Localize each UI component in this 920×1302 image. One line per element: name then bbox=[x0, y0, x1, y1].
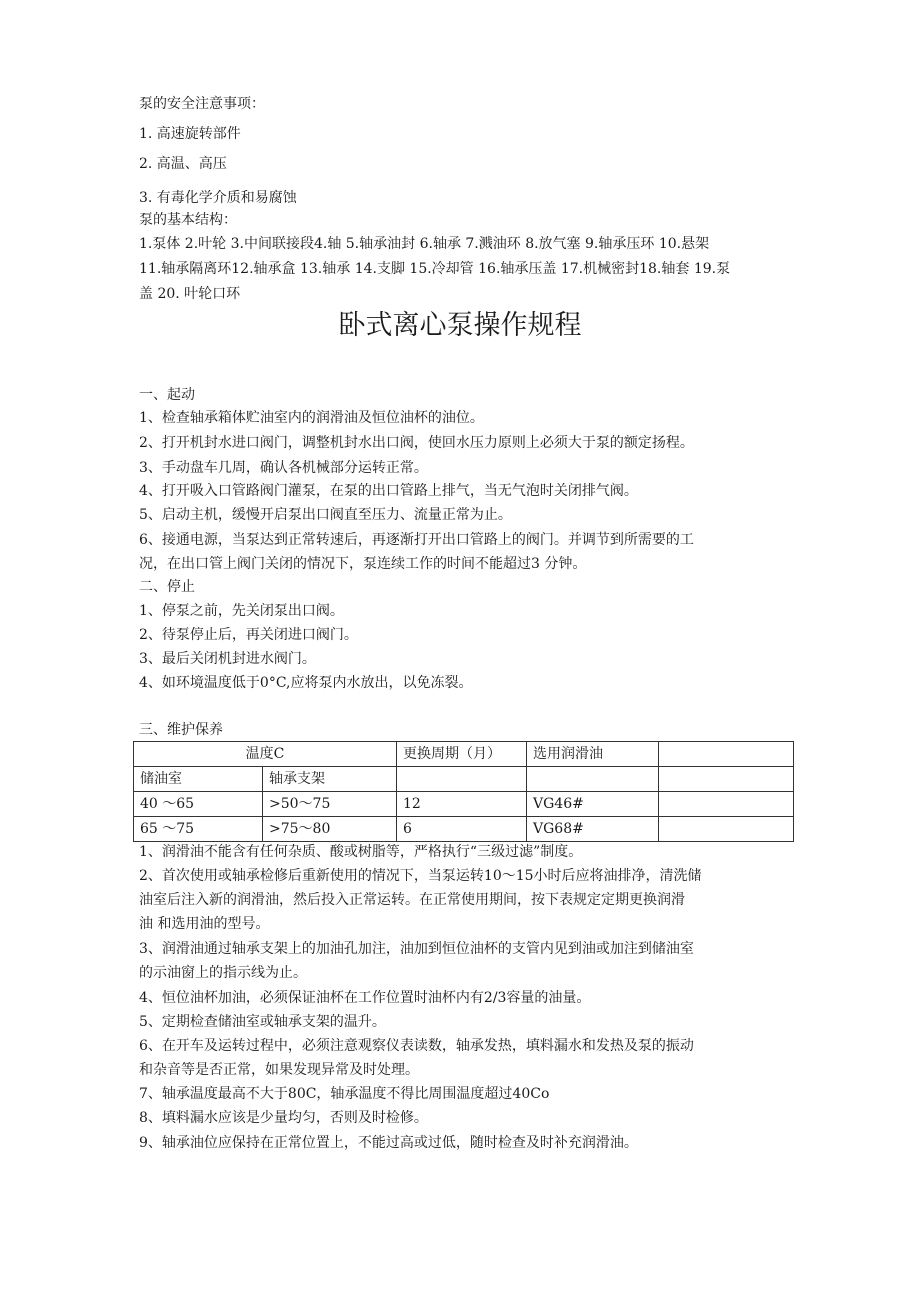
table-cell: 12 bbox=[397, 792, 527, 817]
table-header-cell: 温度C bbox=[134, 742, 397, 767]
start-step: 3、手动盘车几周，确认各机械部分运转正常。 bbox=[139, 460, 428, 476]
stop-step: 1、停泵之前，先关闭泵出口阀。 bbox=[139, 603, 344, 619]
start-step: 5、启动主机，缓慢开启泵出口阀直至压力、流量正常为止。 bbox=[139, 507, 512, 523]
maintenance-step: 1、润滑油不能含有任何杂质、酸或树脂等，严格执行“三级过滤”制度。 bbox=[139, 844, 583, 860]
maintenance-step: 7、轴承温度最高不大于80C，轴承温度不得比周围温度超过40Co bbox=[139, 1086, 550, 1102]
table-row bbox=[134, 742, 794, 767]
start-step: 4、打开吸入口管路阀门灌泵，在泵的出口管路上排气，当无气泡时关闭排气阀。 bbox=[139, 483, 638, 499]
stop-heading: 二、停止 bbox=[139, 579, 195, 595]
maintenance-step: 油 和选用油的型号。 bbox=[139, 916, 270, 932]
start-step: 2、打开机封水进口阀门，调整机封水出口阀，使回水压力原则上必须大于泵的额定扬程。 bbox=[139, 435, 694, 451]
table-cell bbox=[659, 817, 794, 842]
maintenance-step: 2、首次使用或轴承检修后重新使用的情况下，当泵运转10〜15小时后应将油排净，清洗储 bbox=[139, 868, 702, 884]
structure-line: 盖 20. 叶轮口环 bbox=[139, 286, 241, 302]
table-row bbox=[134, 817, 794, 842]
page-title: 卧式离心泵操作规程 bbox=[338, 310, 582, 341]
table-header-cell: 储油室 bbox=[134, 767, 263, 792]
table-row bbox=[134, 767, 794, 792]
maintenance-step: 5、定期检查储油室或轴承支架的温升。 bbox=[139, 1014, 386, 1030]
table-cell: 40 〜65 bbox=[134, 792, 263, 817]
table-header-cell bbox=[397, 767, 527, 792]
start-heading: 一、起动 bbox=[139, 387, 195, 403]
stop-step: 4、如环境温度低于0°C,应将泵内水放出，以免冻裂。 bbox=[139, 675, 473, 691]
structure-line: 1.泵体 2.叶轮 3.中间联接段4.轴 5.轴承油封 6.轴承 7.溅油环 8.放气塞 9.轴承压环 10.悬架 bbox=[139, 236, 710, 252]
table-cell: >50〜75 bbox=[263, 792, 397, 817]
table-cell: VG46# bbox=[527, 792, 659, 817]
table-cell: 65 〜75 bbox=[134, 817, 263, 842]
start-step: 1、检查轴承箱体贮油室内的润滑油及恒位油杯的油位。 bbox=[139, 410, 484, 426]
table-header-cell bbox=[527, 767, 659, 792]
maintenance-heading: 三、维护保养 bbox=[139, 722, 223, 738]
lubrication-table bbox=[133, 741, 794, 842]
maintenance-step: 的示油窗上的指示线为止。 bbox=[139, 965, 307, 981]
maintenance-step: 油室后注入新的润滑油，然后投入正常运转。在正常使用期间，按下表规定定期更换润滑 bbox=[139, 892, 685, 908]
stop-step: 2、待泵停止后，再关闭进口阀门。 bbox=[139, 627, 358, 643]
table-header-cell: 选用润滑油 bbox=[527, 742, 659, 767]
maintenance-step: 3、润滑油通过轴承支架上的加油孔加注，油加到恒位油杯的支管内见到油或加注到储油室 bbox=[139, 941, 694, 957]
structure-heading: 泵的基本结构： bbox=[139, 212, 237, 228]
start-step: 6、接通电源，当泵达到正常转速后，再逐渐打开出口管路上的阀门。并调节到所需要的工 bbox=[139, 532, 694, 548]
table-header-cell: 更换周期（月） bbox=[397, 742, 527, 767]
table-header-cell bbox=[659, 767, 794, 792]
table-header-cell bbox=[659, 742, 794, 767]
table-cell: >75〜80 bbox=[263, 817, 397, 842]
safety-heading: 泵的安全注意事项： bbox=[139, 96, 265, 112]
table-cell: 6 bbox=[397, 817, 527, 842]
maintenance-step: 4、恒位油杯加油，必须保证油杯在工作位置时油杯内有2/3容量的油量。 bbox=[139, 990, 591, 1006]
maintenance-step: 6、在开车及运转过程中，必须注意观察仪表读数，轴承发热，填料漏水和发热及泵的振动 bbox=[139, 1038, 694, 1054]
maintenance-step: 8、填料漏水应该是少量均匀，否则及时检修。 bbox=[139, 1110, 428, 1126]
table-cell bbox=[659, 792, 794, 817]
table-row bbox=[134, 792, 794, 817]
safety-item: 3. 有毒化学介质和易腐蚀 bbox=[139, 190, 297, 206]
structure-line: 11.轴承隔离环12.轴承盒 13.轴承 14.支脚 15.冷却管 16.轴承压盖 17.机械密封18.轴套 19.泵 bbox=[139, 261, 731, 277]
table-header-cell: 轴承支架 bbox=[263, 767, 397, 792]
table-cell: VG68# bbox=[527, 817, 659, 842]
safety-item: 2. 高温、高压 bbox=[139, 156, 227, 172]
maintenance-step: 9、轴承油位应保持在正常位置上，不能过高或过低，随时检查及时补充润滑油。 bbox=[139, 1135, 638, 1151]
start-step: 况，在出口管上阀门关闭的情况下，泵连续工作的时间不能超过3 分钟。 bbox=[139, 556, 587, 572]
maintenance-step: 和杂音等是否正常，如果发现异常及时处理。 bbox=[139, 1062, 419, 1078]
stop-step: 3、最后关闭机封进水阀门。 bbox=[139, 651, 316, 667]
safety-item: 1. 高速旋转部件 bbox=[139, 126, 241, 142]
